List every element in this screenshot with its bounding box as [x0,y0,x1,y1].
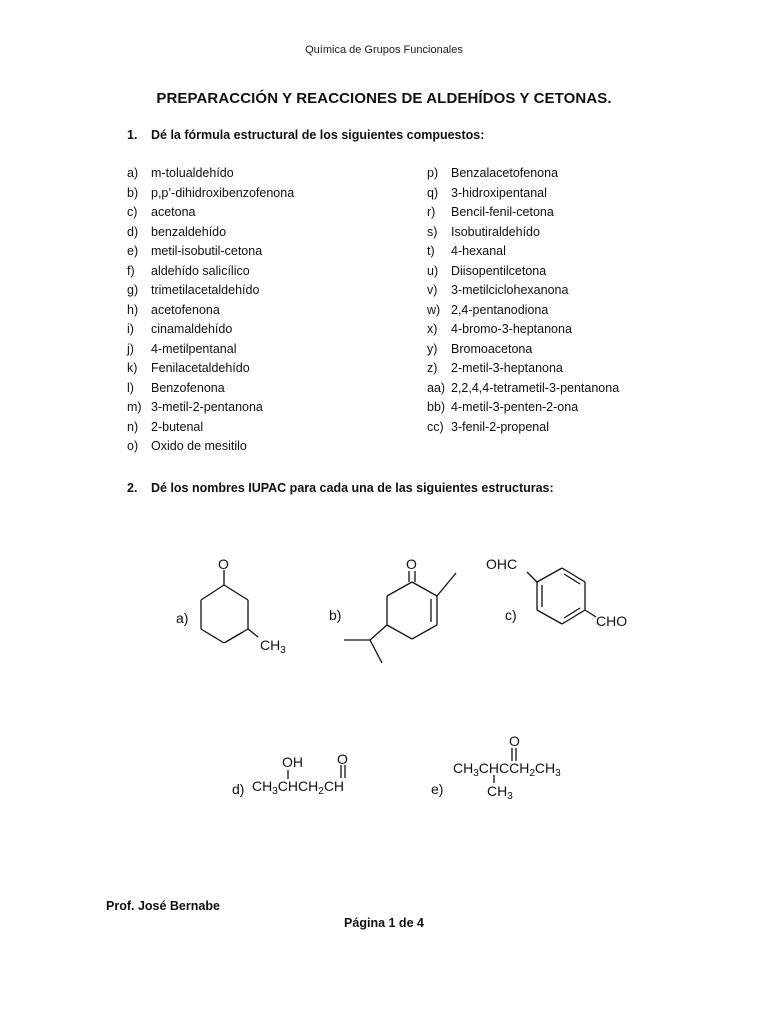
structure-d-oxygen: O [337,751,348,767]
list-item: u) Diisopentilcetona [427,263,547,278]
structure-e-oxygen: O [509,733,520,749]
list-item: b) p,p’-dihidroxibenzofenona [127,185,295,200]
structure-a-methyl: $CH_3$ [260,637,286,656]
list-item: x) 4-bromo-3-heptanona [427,322,572,336]
list-item: p) Benzalacetofenona [427,166,559,180]
structure-b-bonds [344,571,456,663]
list-item: f) aldehído salicílico [127,263,250,278]
list-item: m) 3-metil-2-pentanona [127,400,263,414]
list-item: i) cinamaldehído [127,322,233,336]
structure-b-label: b) [329,607,342,623]
list-item: c) acetona [127,205,196,219]
structure-e [431,733,561,802]
structure-c [486,556,627,629]
list-item: t) 4-hexanal [427,244,506,258]
structure-b [329,556,417,623]
list-item: g) trimetilacetaldehído [127,283,260,297]
list-item: v) 3-metilciclohexanona [427,283,569,297]
list-item: e) metil-isobutil-cetona [127,244,263,258]
structure-a [176,556,286,656]
structure-a-oxygen: O [218,556,229,572]
list-item: r) Bencil-fenil-cetona [427,205,554,219]
question-1-number: 1. [127,128,138,142]
page-title: PREPARACCIÓN Y REACCIONES DE ALDEHÍDOS Y CETONAS. [156,90,612,107]
list-item: k) Fenilacetaldehído [127,361,250,375]
structure-d-label: d) [232,781,245,797]
footer-author: Prof. José Bernabe [106,899,220,913]
question-2-number: 2. [127,481,138,495]
list-item: o) Oxido de mesitilo [127,439,247,453]
structure-d-hydroxyl: OH [282,754,303,770]
structure-d-formula: $CH_3CHCH_2CH$ [252,778,345,797]
structure-e-branch: $CH_3$ [487,783,513,802]
structure-a-label: a) [176,610,189,626]
list-item: w) 2,4-pentanodiona [427,302,549,317]
footer-page-number: Página 1 de 4 [344,916,424,930]
list-item: z) 2-metil-3-heptanona [427,361,563,375]
structure-e-formula: $CH_3CHCCH_2CH_3$ [453,760,561,779]
question-2-text: Dé los nombres IUPAC para cada una de las siguientes estructuras: [151,481,554,495]
structure-a-bonds [201,570,258,643]
structure-b-oxygen: O [406,556,417,572]
list-item: h) acetofenona [127,302,220,317]
structure-d [232,751,348,797]
list-item: bb) 4-metil-3-penten-2-ona [427,400,579,414]
structure-c-cho: CHO [596,613,628,629]
page-header: Química de Grupos Funcionales [305,44,463,56]
structure-c-bonds [527,568,596,624]
list-item: s) Isobutiraldehído [427,224,540,239]
list-item: n) 2-butenal [127,419,204,434]
list-item: d) benzaldehído [127,224,227,239]
list-item: aa) 2,2,4,4-tetrametil-3-pentanona [427,380,620,395]
list-item: l) Benzofenona [127,380,225,395]
list-item: cc) 3-fenil-2-propenal [427,419,549,434]
list-item: a) m-tolualdehído [127,166,234,180]
list-item: j) 4-metilpentanal [127,341,237,356]
list-item: q) 3-hidroxipentanal [427,185,547,200]
structure-c-label: c) [505,607,517,623]
structure-e-label: e) [431,781,444,797]
question-1-text: Dé la fórmula estructural de los siguientes compuestos: [151,128,485,142]
list-item: y) Bromoacetona [427,341,533,356]
structure-c-ohc: OHC [486,556,518,572]
